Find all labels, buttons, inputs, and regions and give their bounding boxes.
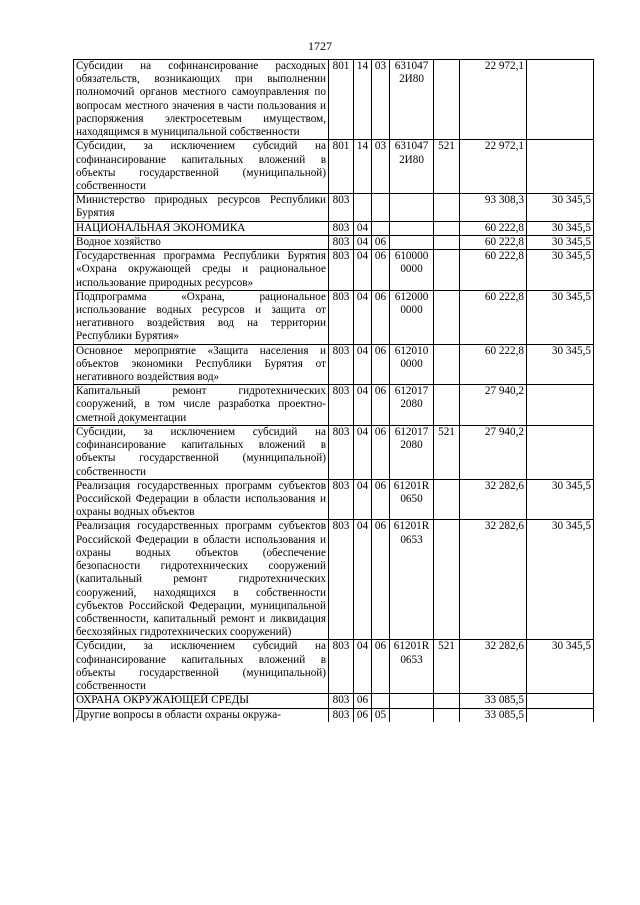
expense-type-cell: [434, 250, 460, 291]
expense-name-cell: Государственная программа Республики Бурятия «Охрана окружающей среды и рациональное использование природных ресурсов»: [74, 250, 329, 291]
target-article-cell: [390, 194, 434, 221]
amount-federal-cell: 30 345,5: [527, 235, 594, 249]
page-number: 1727: [308, 39, 332, 53]
expense-type-cell: [434, 194, 460, 221]
subsection-code-cell: [372, 194, 390, 221]
section-code-cell: 06: [354, 694, 372, 708]
expense-type-cell: [434, 479, 460, 520]
target-article-cell: 61201R 0653: [390, 640, 434, 694]
table-row: [74, 479, 594, 520]
section-code-cell: 04: [354, 425, 372, 479]
target-article-cell: [390, 235, 434, 249]
amount-federal-cell: 30 345,5: [527, 250, 594, 291]
section-code-cell: 04: [354, 221, 372, 235]
expense-name-cell: Реализация государственных программ субъектов Российской Федерации в области использования и охраны водных объектов: [74, 479, 329, 520]
table-row: [74, 708, 594, 722]
ministry-code-cell: 803: [329, 520, 354, 640]
expense-type-cell: 521: [434, 140, 460, 194]
amount-total-cell: 27 940,2: [460, 425, 527, 479]
expense-type-cell: [434, 694, 460, 708]
subsection-code-cell: 06: [372, 235, 390, 249]
section-code-cell: 04: [354, 520, 372, 640]
expense-name-cell: Капитальный ремонт гидротехнических сооружений, в том числе разработка проектно-сметной документации: [74, 385, 329, 426]
amount-federal-cell: [527, 694, 594, 708]
amount-total-cell: 22 972,1: [460, 140, 527, 194]
expense-name-cell: Реализация государственных программ субъектов Российской Федерации в области использования и охраны водных объектов (обеспечение безопасности гидротехнических сооружений (капитальный ремонт гидротехнических сооружений, находящихся в собственности субъектов Российской Федерации, муниципальной собственности, капитальный ремонт и ликвидация бесхозяйных гидротехнических сооружений): [74, 520, 329, 640]
subsection-code-cell: [372, 694, 390, 708]
expense-type-cell: 521: [434, 425, 460, 479]
amount-total-cell: 32 282,6: [460, 520, 527, 640]
expense-type-cell: [434, 385, 460, 426]
ministry-code-cell: 803: [329, 385, 354, 426]
expense-name-cell: Водное хозяйство: [74, 235, 329, 249]
expense-type-cell: [434, 221, 460, 235]
subsection-code-cell: 05: [372, 708, 390, 722]
section-code-cell: [354, 194, 372, 221]
ministry-code-cell: 803: [329, 640, 354, 694]
target-article-cell: 631047 2И80: [390, 60, 434, 140]
table-row: [74, 60, 594, 140]
amount-federal-cell: 30 345,5: [527, 479, 594, 520]
subsection-code-cell: 06: [372, 385, 390, 426]
expense-name-cell: Подпрограмма «Охрана, рациональное использование водных ресурсов и защита от негативного воздействия вод на территории Республики Бурятия»: [74, 290, 329, 344]
ministry-code-cell: 803: [329, 694, 354, 708]
amount-total-cell: 60 222,8: [460, 290, 527, 344]
target-article-cell: 612017 2080: [390, 425, 434, 479]
target-article-cell: [390, 694, 434, 708]
target-article-cell: [390, 221, 434, 235]
expense-name-cell: Другие вопросы в области охраны окружа-: [74, 708, 329, 722]
amount-total-cell: 60 222,8: [460, 344, 527, 385]
budget-table: [73, 59, 594, 722]
target-article-cell: 612017 2080: [390, 385, 434, 426]
ministry-code-cell: 803: [329, 250, 354, 291]
expense-type-cell: [434, 708, 460, 722]
amount-total-cell: 32 282,6: [460, 479, 527, 520]
target-article-cell: 612000 0000: [390, 290, 434, 344]
table-row: [74, 221, 594, 235]
amount-total-cell: 27 940,2: [460, 385, 527, 426]
amount-total-cell: 60 222,8: [460, 221, 527, 235]
section-code-cell: 04: [354, 344, 372, 385]
section-code-cell: 14: [354, 60, 372, 140]
target-article-cell: 612010 0000: [390, 344, 434, 385]
amount-federal-cell: [527, 385, 594, 426]
ministry-code-cell: 803: [329, 708, 354, 722]
target-article-cell: 61201R 0650: [390, 479, 434, 520]
expense-name-cell: ОХРАНА ОКРУЖАЮЩЕЙ СРЕДЫ: [74, 694, 329, 708]
ministry-code-cell: 803: [329, 221, 354, 235]
expense-name-cell: НАЦИОНАЛЬНАЯ ЭКОНОМИКА: [74, 221, 329, 235]
section-code-cell: 04: [354, 385, 372, 426]
amount-federal-cell: 30 345,5: [527, 344, 594, 385]
amount-total-cell: 33 085,5: [460, 708, 527, 722]
subsection-code-cell: 06: [372, 425, 390, 479]
table-row: [74, 640, 594, 694]
section-code-cell: 04: [354, 479, 372, 520]
subsection-code-cell: 06: [372, 250, 390, 291]
expense-name-cell: Субсидии на софинансирование расходных обязательств, возникающих при выполнении полномочий органов местного самоуправления по вопросам местного значения в части пользования и распоряжения электросетевым имуществом, находящимся в муниципальной собственности: [74, 60, 329, 140]
section-code-cell: 04: [354, 235, 372, 249]
amount-federal-cell: [527, 60, 594, 140]
amount-federal-cell: 30 345,5: [527, 221, 594, 235]
expense-type-cell: 521: [434, 640, 460, 694]
subsection-code-cell: 06: [372, 520, 390, 640]
table-row: [74, 694, 594, 708]
amount-total-cell: 93 308,3: [460, 194, 527, 221]
ministry-code-cell: 801: [329, 60, 354, 140]
expense-name-cell: Министерство природных ресурсов Республики Бурятия: [74, 194, 329, 221]
table-row: [74, 250, 594, 291]
subsection-code-cell: 03: [372, 60, 390, 140]
ministry-code-cell: 803: [329, 194, 354, 221]
amount-federal-cell: 30 345,5: [527, 194, 594, 221]
table-row: [74, 385, 594, 426]
target-article-cell: [390, 708, 434, 722]
budget-table-body: [74, 60, 594, 722]
ministry-code-cell: 803: [329, 479, 354, 520]
subsection-code-cell: [372, 221, 390, 235]
section-code-cell: 04: [354, 640, 372, 694]
table-row: [74, 344, 594, 385]
section-code-cell: 06: [354, 708, 372, 722]
amount-total-cell: 60 222,8: [460, 250, 527, 291]
amount-total-cell: 33 085,5: [460, 694, 527, 708]
section-code-cell: 04: [354, 250, 372, 291]
section-code-cell: 14: [354, 140, 372, 194]
subsection-code-cell: 03: [372, 140, 390, 194]
section-code-cell: 04: [354, 290, 372, 344]
subsection-code-cell: 06: [372, 344, 390, 385]
amount-federal-cell: [527, 425, 594, 479]
table-row: [74, 290, 594, 344]
table-row: [74, 520, 594, 640]
amount-total-cell: 22 972,1: [460, 60, 527, 140]
subsection-code-cell: 06: [372, 640, 390, 694]
ministry-code-cell: 803: [329, 344, 354, 385]
target-article-cell: 61201R 0653: [390, 520, 434, 640]
amount-federal-cell: 30 345,5: [527, 640, 594, 694]
subsection-code-cell: 06: [372, 290, 390, 344]
expense-type-cell: [434, 344, 460, 385]
amount-total-cell: 32 282,6: [460, 640, 527, 694]
table-row: [74, 425, 594, 479]
table-row: [74, 235, 594, 249]
amount-federal-cell: 30 345,5: [527, 290, 594, 344]
expense-type-cell: [434, 235, 460, 249]
amount-federal-cell: 30 345,5: [527, 520, 594, 640]
expense-name-cell: Субсидии, за исключением субсидий на софинансирование капитальных вложений в объекты государственной (муниципальной) собственности: [74, 640, 329, 694]
expense-name-cell: Основное мероприятие «Защита населения и объектов экономики Республики Бурятия от негативного воздействия вод»: [74, 344, 329, 385]
expense-type-cell: [434, 290, 460, 344]
expense-name-cell: Субсидии, за исключением субсидий на софинансирование капитальных вложений в объекты государственной (муниципальной) собственности: [74, 425, 329, 479]
ministry-code-cell: 803: [329, 425, 354, 479]
ministry-code-cell: 803: [329, 235, 354, 249]
table-row: [74, 194, 594, 221]
subsection-code-cell: 06: [372, 479, 390, 520]
amount-federal-cell: [527, 140, 594, 194]
expense-type-cell: [434, 520, 460, 640]
target-article-cell: 610000 0000: [390, 250, 434, 291]
expense-type-cell: [434, 60, 460, 140]
expense-name-cell: Субсидии, за исключением субсидий на софинансирование капитальных вложений в объекты государственной (муниципальной) собственности: [74, 140, 329, 194]
table-row: [74, 140, 594, 194]
amount-total-cell: 60 222,8: [460, 235, 527, 249]
ministry-code-cell: 803: [329, 290, 354, 344]
ministry-code-cell: 801: [329, 140, 354, 194]
target-article-cell: 631047 2И80: [390, 140, 434, 194]
amount-federal-cell: [527, 708, 594, 722]
